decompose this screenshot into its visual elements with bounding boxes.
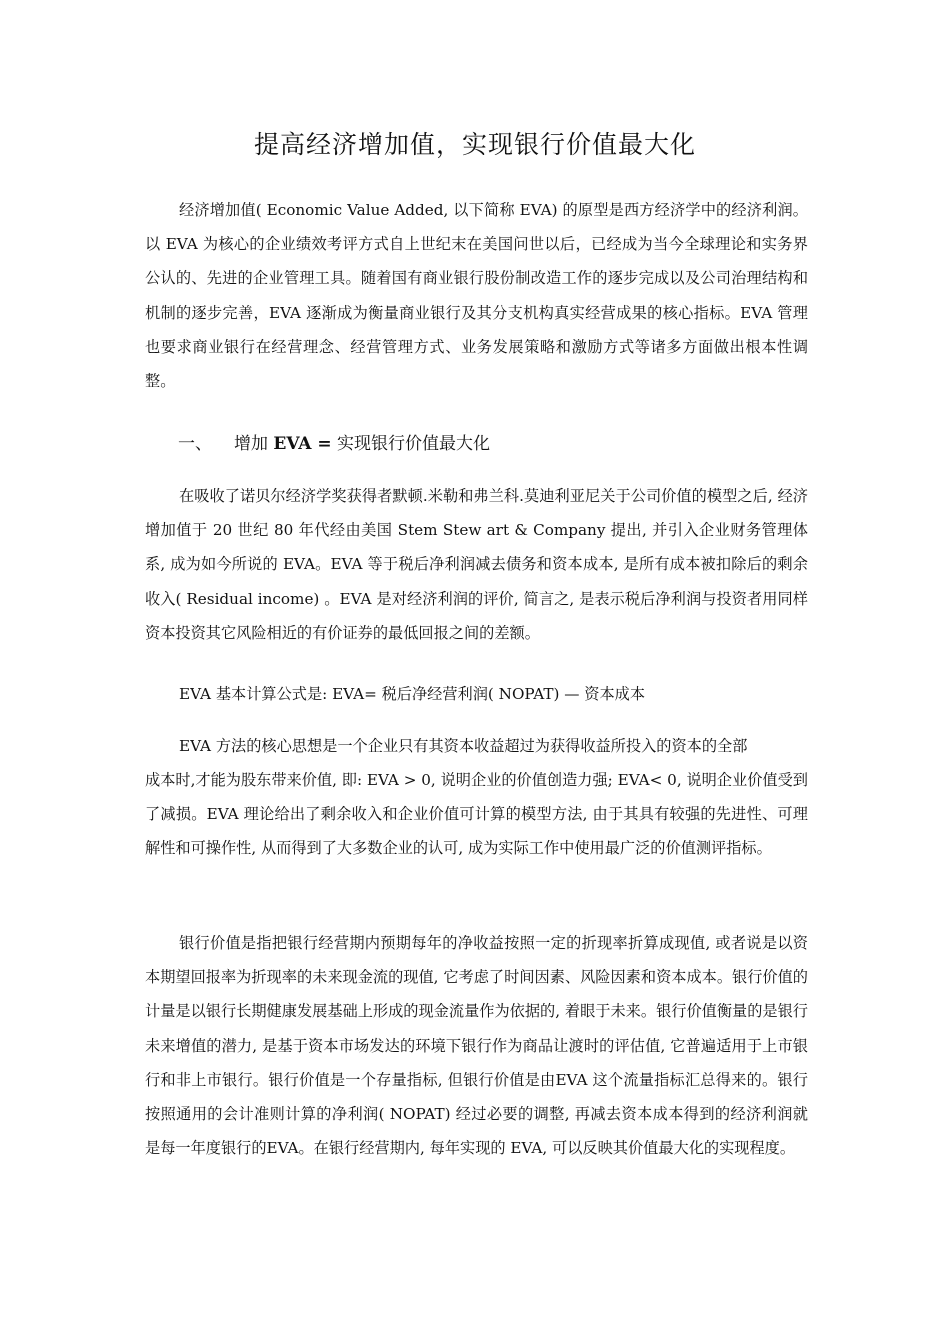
paragraph-bank-value: 银行价值是指把银行经营期内预期每年的净收益按照一定的折现率折算成现值, 或者说是以资本期望回报率为折现率的未来现金流的现值, 它考虑了时间因素、风险因素和资本成本。银行价值的计量是以银行长期健康发展基础上形成的现金流量作为依据的, 着眼于未来。银行价值衡量的是银行未来增值的潜力, 是基于资本市场发达的环境下银行作为商品让渡时的评估值, 它普遍适用于上市银行和非上市银行。银行价值是一个存量指标, 但银行价值是由EVA 这个流量指标汇总得来的。银行按照通用的会计准则计算的净利润( NOPAT) 经过必要的调整, 再减去资本成本得到的经济利润就是每一年度银行的EVA。在银行经营期内, 每年实现的 EVA, 可以反映其价值最大化的实现程度。 (145, 934, 808, 1158)
paragraph-intro: 经济增加值( Economic Value Added, 以下简称 EVA) 的原型是西方经济学中的经济利润。以 EVA 为核心的企业绩效考评方式自上世纪末在美国问世以后，已经成为当今全球理论和实务界公认的、先进的企业管理工具。随着国有商业银行股份制改造工作的逐步完成以及公司治理结构和机制的逐步完善，EVA 逐渐成为衡量商业银行及其分支机构真实经营成果的核心指标。EVA 管理也要求商业银行在经营理念、经营管理方式、业务发展策略和激励方式等诸多方面做出根本性调整。 (145, 201, 808, 391)
document-title: 提高经济增加值，实现银行价值最大化 (253, 130, 696, 159)
paragraph-core-idea: 成本时,才能为股东带来价值, 即: EVA > 0, 说明企业的价值创造力强; EVA< 0, 说明企业价值受到了减损。EVA 理论给出了剩余收入和企业价值可计算的模型方法, 由于其具有较强的先进性、可理解性和可操作性, 从而得到了大多数企业的认可, 成为实际工作中使用最广泛的价值测评指标。 (145, 771, 808, 858)
section-heading-prefix: 增加 (234, 434, 274, 454)
paragraph-core-idea-first-line: EVA 方法的核心思想是一个企业只有其资本收益超过为获得收益所投入的资本的全部 (179, 737, 748, 755)
section-number: 一、 (178, 434, 212, 454)
paragraph-formula: EVA 基本计算公式是: EVA= 税后净经营利润( NOPAT) — 资本成本 (179, 685, 646, 703)
paragraph-history: 在吸收了诺贝尔经济学奖获得者默顿.米勒和弗兰科.莫迪利亚尼关于公司价值的模型之后, 经济增加值于 20 世纪 80 年代经由美国 Stem Stew art & Company 提出, 并引入企业财务管理体系, 成为如今所说的 EVA。EVA 等于税后净利润减去债务和资本成本, 是所有成本被扣除后的剩余收入( Residual income) 。EVA 是对经济利润的评价, 简言之, 是表示税后净利润与投资者用同样资本投资其它风险相近的有价证券的最低回报之间的差额。 (145, 487, 808, 642)
section-heading (178, 428, 490, 460)
section-heading-bold: EVA = (273, 434, 332, 454)
section-heading-suffix: 实现银行价值最大化 (331, 434, 490, 454)
